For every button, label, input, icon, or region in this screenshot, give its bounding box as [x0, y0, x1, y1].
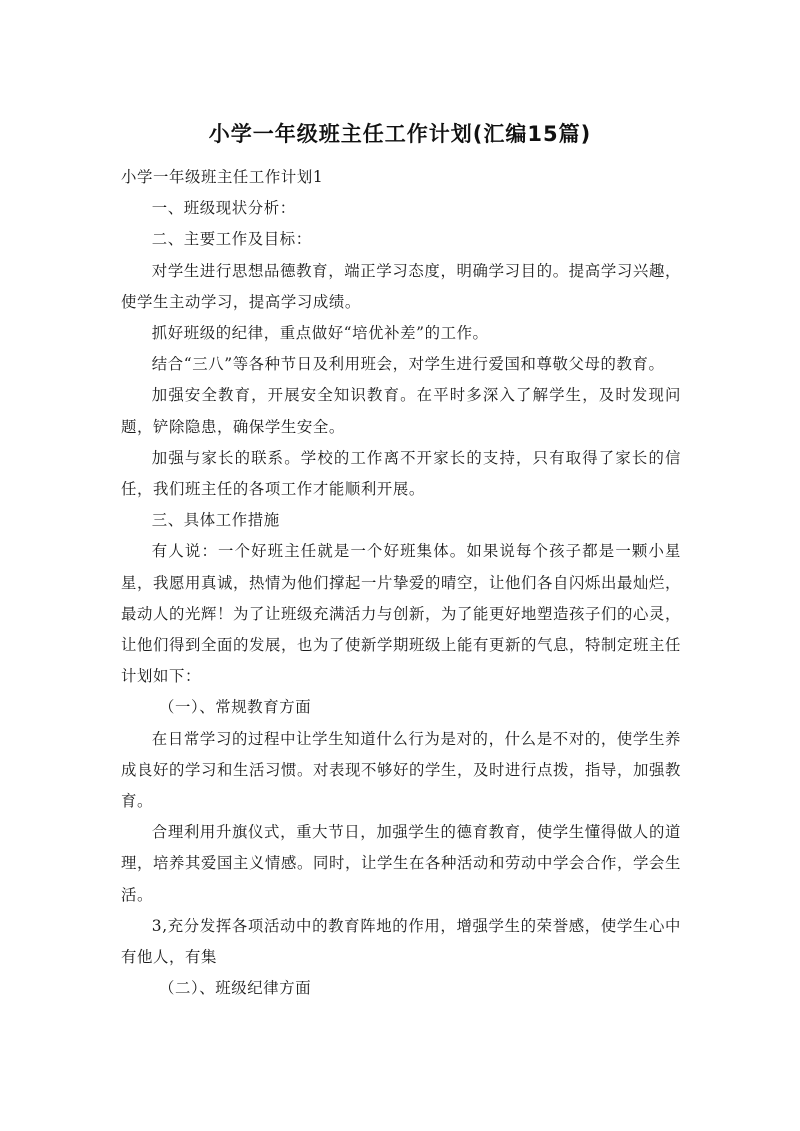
paragraph: 在日常学习的过程中让学生知道什么行为是对的，什么是不对的，使学生养成良好的学习和生活习惯。对表现不够好的学生，及时进行点拨，指导，加强教育。: [121, 729, 681, 811]
subsection-heading: 一、班级现状分析：: [151, 199, 296, 218]
subsection-heading: 三、具体工作措施: [151, 511, 280, 530]
subsection-heading: 二、主要工作及目标：: [151, 230, 312, 249]
document-body: [121, 162, 681, 1004]
subsection-heading: （二）、班级纪律方面: [159, 979, 312, 998]
section-heading: 小学一年级班主任工作计划1: [121, 168, 324, 186]
paragraph: 合理利用升旗仪式，重大节日，加强学生的德育教育，使学生懂得做人的道理，培养其爱国主义情感。同时，让学生在各种活动和劳动中学会合作，学会生活。: [121, 823, 681, 904]
paragraph: 对学生进行思想品德教育，端正学习态度，明确学习目的。提高学习兴趣，使学生主动学习，提高学习成绩。: [121, 261, 681, 311]
document-title: 小学一年级班主任工作计划(汇编15篇): [208, 122, 592, 146]
subsection-heading: （一）、常规教育方面: [159, 698, 312, 717]
paragraph: 抓好班级的纪律，重点做好“培优补差”的工作。: [151, 324, 489, 343]
paragraph: 加强安全教育，开展安全知识教育。在平时多深入了解学生，及时发现问题，铲除隐患，确保学生安全。: [121, 386, 681, 436]
paragraph: 加强与家长的联系。学校的工作离不开家长的支持，只有取得了家长的信任，我们班主任的各项工作才能顺利开展。: [121, 448, 681, 499]
paragraph: 结合“三八”等各种节日及利用班会，对学生进行爱国和尊敬父母的教育。: [151, 355, 665, 374]
paragraph: 3,充分发挥各项活动中的教育阵地的作用，增强学生的荣誉感，使学生心中有他人，有集: [121, 916, 681, 967]
paragraph: 有人说：一个好班主任就是一个好班集体。如果说每个孩子都是一颗小星星，我愿用真诚，热情为他们撑起一片挚爱的晴空，让他们各自闪烁出最灿烂，最动人的光辉！为了让班级充满活力与创新，为了能更好地塑造孩子们的心灵，让他们得到全面的发展，也为了使新学期班级上能有更新的气息，特制定班主任计划如下：: [121, 542, 681, 686]
